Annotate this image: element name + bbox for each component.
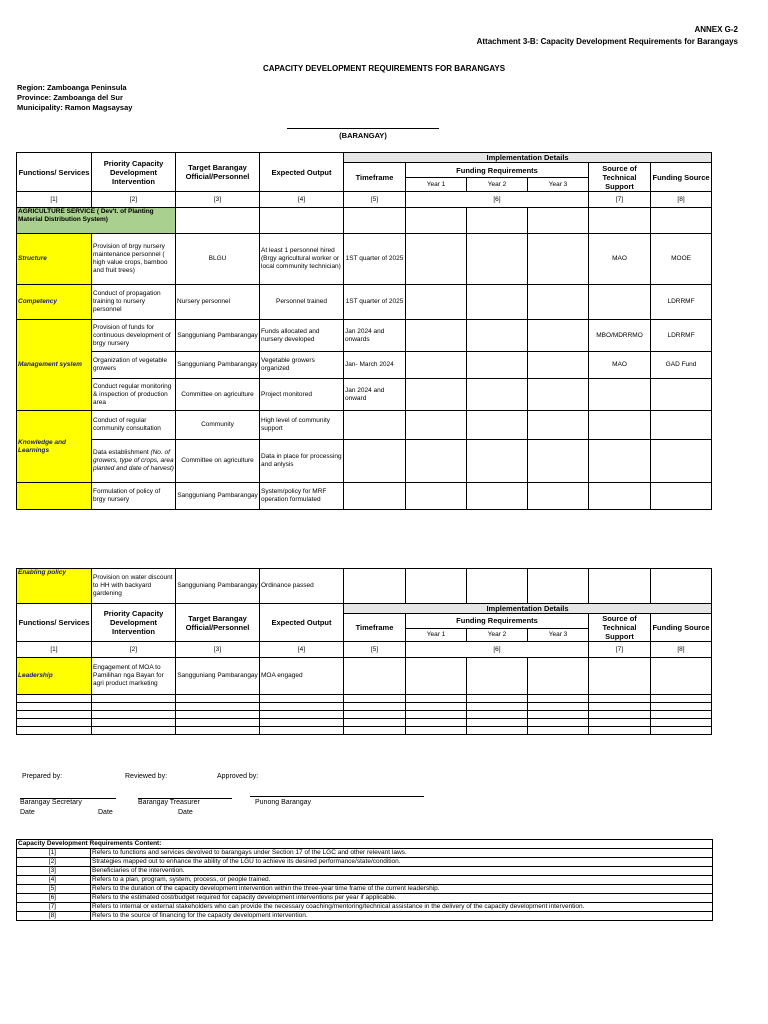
target-cell: Sangguniang Pambarangay <box>176 658 260 695</box>
target-cell: Sangguniang Pambarangay <box>176 320 260 352</box>
punong-signature-line <box>250 796 330 797</box>
empty-row <box>17 695 712 703</box>
timeframe-cell: 1ST quarter of 2025 <box>344 285 406 320</box>
header-target: Target Barangay Official/Personnel <box>176 604 260 642</box>
annex-header <box>477 24 738 48</box>
header-year-3: Year 3 <box>528 178 589 192</box>
col-number: [8] <box>651 642 712 658</box>
target-cell: Sangguniang Pambarangay <box>176 352 260 379</box>
output-cell: Project monitored <box>260 379 344 411</box>
legend-table <box>16 839 713 921</box>
timeframe-cell: Jan 2024 and onward <box>344 379 406 411</box>
legend-key: [3] <box>17 867 91 876</box>
output-cell: Personnel trained <box>260 285 344 320</box>
output-cell: Funds allocated and nursery developed <box>260 320 344 352</box>
header-timeframe: Timeframe <box>344 614 406 642</box>
source-cell: MAO <box>589 234 651 285</box>
legend-row <box>17 849 713 858</box>
timeframe-cell: 1ST quarter of 2025 <box>344 234 406 285</box>
header-output: Expected Output <box>260 153 344 192</box>
target-cell: Committee on agriculture <box>176 440 260 483</box>
requirements-table-1 <box>16 152 712 510</box>
prepared-by-label: Prepared by: <box>22 773 63 780</box>
col-number: [2] <box>92 642 176 658</box>
region-label: Region: Zamboanga Peninsula <box>17 83 127 92</box>
header-source-technical: Source of Technical Support <box>589 163 651 192</box>
legend-text: Refers to internal or external stakeholders who can provide the necessary coaching/mentoring/technical assistance in the delivery of the capacity development intervention. <box>91 903 713 912</box>
col-number: [1] <box>17 642 92 658</box>
header-funding-source: Funding Source <box>651 163 712 192</box>
target-cell: Community <box>176 411 260 440</box>
source-cell <box>589 285 651 320</box>
punong-label: Punong Barangay <box>255 799 312 806</box>
header-priority: Priority Capacity Development Intervention <box>92 604 176 642</box>
priority-cell: Formulation of policy of brgy nursery <box>92 483 176 510</box>
header-year-1: Year 1 <box>406 178 467 192</box>
header-funding-source: Funding Source <box>651 614 712 642</box>
legend-key: [2] <box>17 858 91 867</box>
legend-key: [6] <box>17 894 91 903</box>
priority-cell <box>92 440 176 483</box>
col-number: [7] <box>589 642 651 658</box>
header-year-2: Year 2 <box>467 628 528 641</box>
header-timeframe: Timeframe <box>344 163 406 192</box>
priority-cell: Provision of brgy nursery maintenance personnel ( high value crops, bamboo and fruit trees) <box>92 234 176 285</box>
annex-label: ANNEX G-2 <box>694 25 738 34</box>
target-cell: Nursery personnel <box>176 285 260 320</box>
fund-cell: MOOE <box>651 234 712 285</box>
target-cell: Sangguniang Pambarangay <box>176 483 260 510</box>
col-number: [6] <box>406 642 589 658</box>
priority-text: Data establishment <box>93 449 149 456</box>
col-number: [1] <box>17 192 92 208</box>
empty-row <box>17 711 712 719</box>
barangay-label: (BARANGAY) <box>339 131 387 140</box>
approved-by-label: Approved by: <box>217 773 259 780</box>
legend-row <box>17 867 713 876</box>
header-priority: Priority Capacity Development Intervention <box>92 153 176 192</box>
group-structure: Structure <box>17 234 92 285</box>
header-funding-requirements: Funding Requirements <box>406 163 589 178</box>
legend-row <box>17 885 713 894</box>
header-implementation: Implementation Details <box>344 604 712 614</box>
header-functions: Functions/ Services <box>17 153 92 192</box>
output-cell: High level of community support <box>260 411 344 440</box>
priority-cell: Organization of vegetable growers <box>92 352 176 379</box>
barangay-name-line <box>287 128 439 129</box>
output-cell: System/policy for MRF operation formulated <box>260 483 344 510</box>
extra-signature-line <box>320 796 424 797</box>
treasurer-date-label: Date <box>98 809 113 816</box>
col-number: [7] <box>589 192 651 208</box>
group-leadership: Leadership <box>17 658 92 695</box>
legend-row <box>17 903 713 912</box>
header-funding-requirements: Funding Requirements <box>406 614 589 629</box>
col-number: [4] <box>260 192 344 208</box>
punong-date-label: Date <box>178 809 193 816</box>
table-row <box>17 285 712 320</box>
legend-key: [7] <box>17 903 91 912</box>
secretary-date-label: Date <box>20 809 35 816</box>
document-title: CAPACITY DEVELOPMENT REQUIREMENTS FOR BARANGAYS <box>262 64 506 73</box>
header-output: Expected Output <box>260 604 344 642</box>
target-cell: BLGU <box>176 234 260 285</box>
table-row <box>17 658 712 695</box>
priority-cell: Provision of funds for continuous development of brgy nursery <box>92 320 176 352</box>
priority-cell: Conduct of propagation training to nursery personnel <box>92 285 176 320</box>
group-knowledge-learnings: Knowledge and Learnings <box>17 411 92 483</box>
legend-row <box>17 912 713 921</box>
col-number: [3] <box>176 642 260 658</box>
legend-key: [5] <box>17 885 91 894</box>
legend-row <box>17 876 713 885</box>
province-label: Province: Zamboanga del Sur <box>17 93 123 102</box>
fund-cell: LDRRMF <box>651 285 712 320</box>
source-cell: MAO <box>589 352 651 379</box>
col-number: [5] <box>344 192 406 208</box>
legend-key: [8] <box>17 912 91 921</box>
attachment-label: Attachment 3-B: Capacity Development Requirements for Barangays <box>476 37 738 46</box>
col-number: [4] <box>260 642 344 658</box>
section-agriculture-service: AGRICULTURE SERVICE ( Dev't. of Planting Material Distribution System) <box>17 208 176 234</box>
col-number: [6] <box>406 192 589 208</box>
table-row <box>17 352 712 379</box>
header-year-1: Year 1 <box>406 628 467 641</box>
location-block <box>17 83 132 113</box>
table-row <box>17 569 712 604</box>
priority-note: (No. of growers, type of crops, area planted and date of harvest) <box>93 449 174 472</box>
target-cell: Sangguniang Pambarangay <box>176 569 260 604</box>
secretary-label: Barangay Secretary <box>20 799 82 806</box>
header-year-3: Year 3 <box>528 628 589 641</box>
group-competency: Competency <box>17 285 92 320</box>
table-row <box>17 234 712 285</box>
fund-cell: LDRRMF <box>651 320 712 352</box>
priority-cell: Conduct regular monitoring & inspection of production area <box>92 379 176 411</box>
group-management-system: Management system <box>17 320 92 411</box>
legend-text: Refers to the source of financing for the capacity development intervention. <box>91 912 713 921</box>
legend-text: Strategies mapped out to enhance the ability of the LGU to achieve its desired performance/state/condition. <box>91 858 713 867</box>
empty-row <box>17 727 712 735</box>
legend-key: [1] <box>17 849 91 858</box>
reviewed-by-label: Reviewed by: <box>125 773 168 780</box>
legend-row <box>17 858 713 867</box>
header-source-technical: Source of Technical Support <box>589 614 651 642</box>
priority-cell: Provision on water discount to HH with backyard gardening <box>92 569 176 604</box>
output-cell: Vegetable growers organized <box>260 352 344 379</box>
table-row <box>17 440 712 483</box>
col-number: [8] <box>651 192 712 208</box>
header-target: Target Barangay Official/Personnel <box>176 153 260 192</box>
empty-row <box>17 719 712 727</box>
table-row <box>17 411 712 440</box>
priority-cell: Conduct of regular community consultation <box>92 411 176 440</box>
output-cell: MOA engaged <box>260 658 344 695</box>
treasurer-label: Barangay Treasurer <box>138 799 200 806</box>
fund-cell: GAD Fund <box>651 352 712 379</box>
table-row <box>17 379 712 411</box>
col-number: [3] <box>176 192 260 208</box>
output-cell: Ordinance passed <box>260 569 344 604</box>
header-implementation: Implementation Details <box>344 153 712 163</box>
legend-text: Beneficiaries of the intervention. <box>91 867 713 876</box>
legend-key: [4] <box>17 876 91 885</box>
priority-cell: Engagement of MOA to Pamilihan nga Bayan for agri product marketing <box>92 658 176 695</box>
legend-row <box>17 894 713 903</box>
header-year-2: Year 2 <box>467 178 528 192</box>
legend-title: Capacity Development Requirements Content: <box>17 840 713 849</box>
legend-text: Refers to the duration of the capacity development intervention within the three-year time frame of the current leadership. <box>91 885 713 894</box>
timeframe-cell: Jan 2024 and onwards <box>344 320 406 352</box>
group-enabling-policy: Enabling policy <box>17 569 92 604</box>
target-cell: Committee on agriculture <box>176 379 260 411</box>
header-functions: Functions/ Services <box>17 604 92 642</box>
legend-text: Refers to functions and services devolved to barangays under Section 17 of the LGC and other relevant laws. <box>91 849 713 858</box>
legend-text: Refers to a plan, program, system, process, or people trained. <box>91 876 713 885</box>
col-number: [2] <box>92 192 176 208</box>
source-cell: MBO/MDRRMO <box>589 320 651 352</box>
table-row <box>17 320 712 352</box>
empty-row <box>17 703 712 711</box>
table-row <box>17 483 712 510</box>
output-cell: Data in place for processing and anlysis <box>260 440 344 483</box>
legend-text: Refers to the estimated cost/budget required for capacity development interventions per year if applicable. <box>91 894 713 903</box>
requirements-table-2 <box>16 568 712 735</box>
municipality-label: Municipality: Ramon Magsaysay <box>17 103 133 112</box>
timeframe-cell: Jan- March 2024 <box>344 352 406 379</box>
output-cell: At least 1 personnel hired (Brgy agricultural worker or local community technician) <box>260 234 344 285</box>
col-number: [5] <box>344 642 406 658</box>
